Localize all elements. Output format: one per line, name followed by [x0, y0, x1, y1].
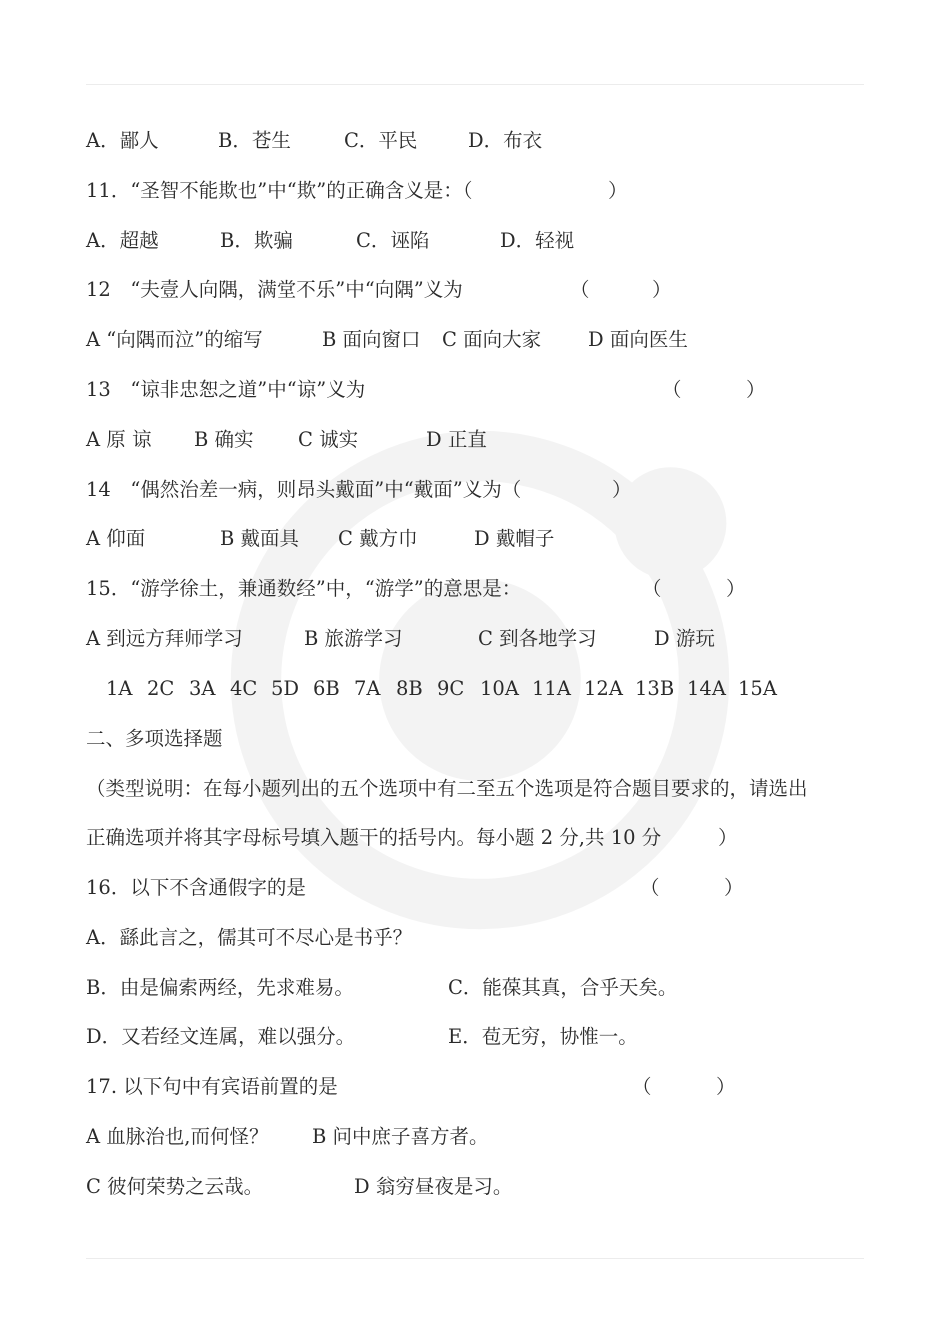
answer-item: 2C [147, 677, 175, 700]
answer-bracket-close: ） [612, 478, 632, 501]
option-c: C 戴方巾 [338, 527, 418, 550]
option-a: A “向隅而泣”的缩写 [86, 328, 263, 351]
option-b: B 问中庶子喜方者。 [312, 1125, 489, 1148]
option-d: D．布衣 [468, 129, 543, 152]
answer-bracket-open: （ [642, 577, 662, 600]
option-e: E．苞无穷，协惟一。 [448, 1025, 638, 1048]
section-title: 二、多项选择题 [86, 727, 223, 750]
option-d: D 戴帽子 [474, 527, 555, 550]
option-d: D 游玩 [654, 627, 715, 650]
option-c: C．诬陷 [356, 229, 430, 252]
answer-bracket-close: ） [652, 278, 672, 301]
section-description: （类型说明：在每小题列出的五个选项中有二至五个选项是符合题目要求的，请选出 [86, 777, 808, 800]
header-rule [86, 84, 864, 85]
option-b: B 旅游学习 [304, 627, 403, 650]
answer-bracket-close: ） [716, 1075, 736, 1098]
answer-item: 5D [271, 677, 300, 700]
answer-bracket-open: （ [570, 278, 590, 301]
option-b: B 戴面具 [220, 527, 300, 550]
option-c: C．平民 [344, 129, 418, 152]
option-d: D 面向医生 [588, 328, 688, 351]
option-b: B 面向窗口 [322, 328, 421, 351]
answer-item: 8B [396, 677, 423, 700]
option-c: C．能葆其真，合乎天矣。 [448, 976, 678, 999]
answer-item: 10A [480, 677, 519, 700]
answer-item: 15A [738, 677, 777, 700]
option-b: B．欺骗 [220, 229, 293, 252]
answer-bracket-close: ） [746, 378, 766, 401]
answer-item: 9C [437, 677, 465, 700]
answer-item: 11A [532, 677, 571, 700]
question-text: 17. 以下句中有宾语前置的是 [86, 1075, 338, 1098]
answer-item: 14A [687, 677, 726, 700]
option-c: C 彼何荣势之云哉。 [86, 1175, 264, 1198]
description-bracket-close: ） [718, 826, 738, 849]
question-text: 12 “夫壹人向隅，满堂不乐”中“向隅”义为 [86, 278, 463, 301]
question-text: 14 “偶然治差一病，则昂头戴面”中“戴面”义为（ [86, 478, 522, 501]
option-c: C 到各地学习 [478, 627, 597, 650]
answer-item: 7A [354, 677, 381, 700]
answer-item: 12A [584, 677, 623, 700]
answer-item: 6B [313, 677, 340, 700]
answer-bracket-open: （ [662, 378, 682, 401]
question-text: 13 “谅非忠恕之道”中“谅”义为 [86, 378, 366, 401]
question-text: 16．以下不含通假字的是 [86, 876, 306, 899]
answer-bracket-close: ） [726, 577, 746, 600]
answer-bracket-open: （ [632, 1075, 652, 1098]
option-a: A．鄙人 [86, 129, 159, 152]
section-description: 正确选项并将其字母标号填入题干的括号内。每小题 2 分,共 10 分 [86, 826, 662, 849]
option-d: D．又若经文连属，难以强分。 [86, 1025, 356, 1048]
option-a: A 到远方拜师学习 [86, 627, 243, 650]
answer-bracket-open: （ [640, 876, 660, 899]
answer-item: 4C [230, 677, 258, 700]
option-d: D．轻视 [500, 229, 575, 252]
question-text: 15．“游学徐土，兼通数经”中，“游学”的意思是： [86, 577, 522, 600]
option-a: A．繇此言之，儒其可不尽心是书乎？ [86, 926, 413, 949]
option-a: A 原 谅 [86, 428, 152, 451]
option-d: D 翁穷昼夜是习。 [354, 1175, 513, 1198]
question-text: 11．“圣智不能欺也”中“欺”的正确含义是：（ [86, 179, 473, 202]
option-b: B．苍生 [218, 129, 291, 152]
answer-bracket-close: ） [724, 876, 744, 899]
option-a: A 血脉治也,而何怪？ [86, 1125, 269, 1148]
option-c: C 面向大家 [442, 328, 542, 351]
option-a: A 仰面 [86, 527, 146, 550]
option-a: A．超越 [86, 229, 159, 252]
option-b: B 确实 [194, 428, 254, 451]
option-b: B．由是偏索两经，先求难易。 [86, 976, 354, 999]
answer-item: 1A [106, 677, 133, 700]
answer-bracket-close: ） [608, 179, 628, 202]
answer-item: 3A [189, 677, 216, 700]
option-d: D 正直 [426, 428, 487, 451]
answer-item: 13B [635, 677, 675, 700]
footer-rule [86, 1258, 864, 1259]
option-c: C 诚实 [298, 428, 359, 451]
